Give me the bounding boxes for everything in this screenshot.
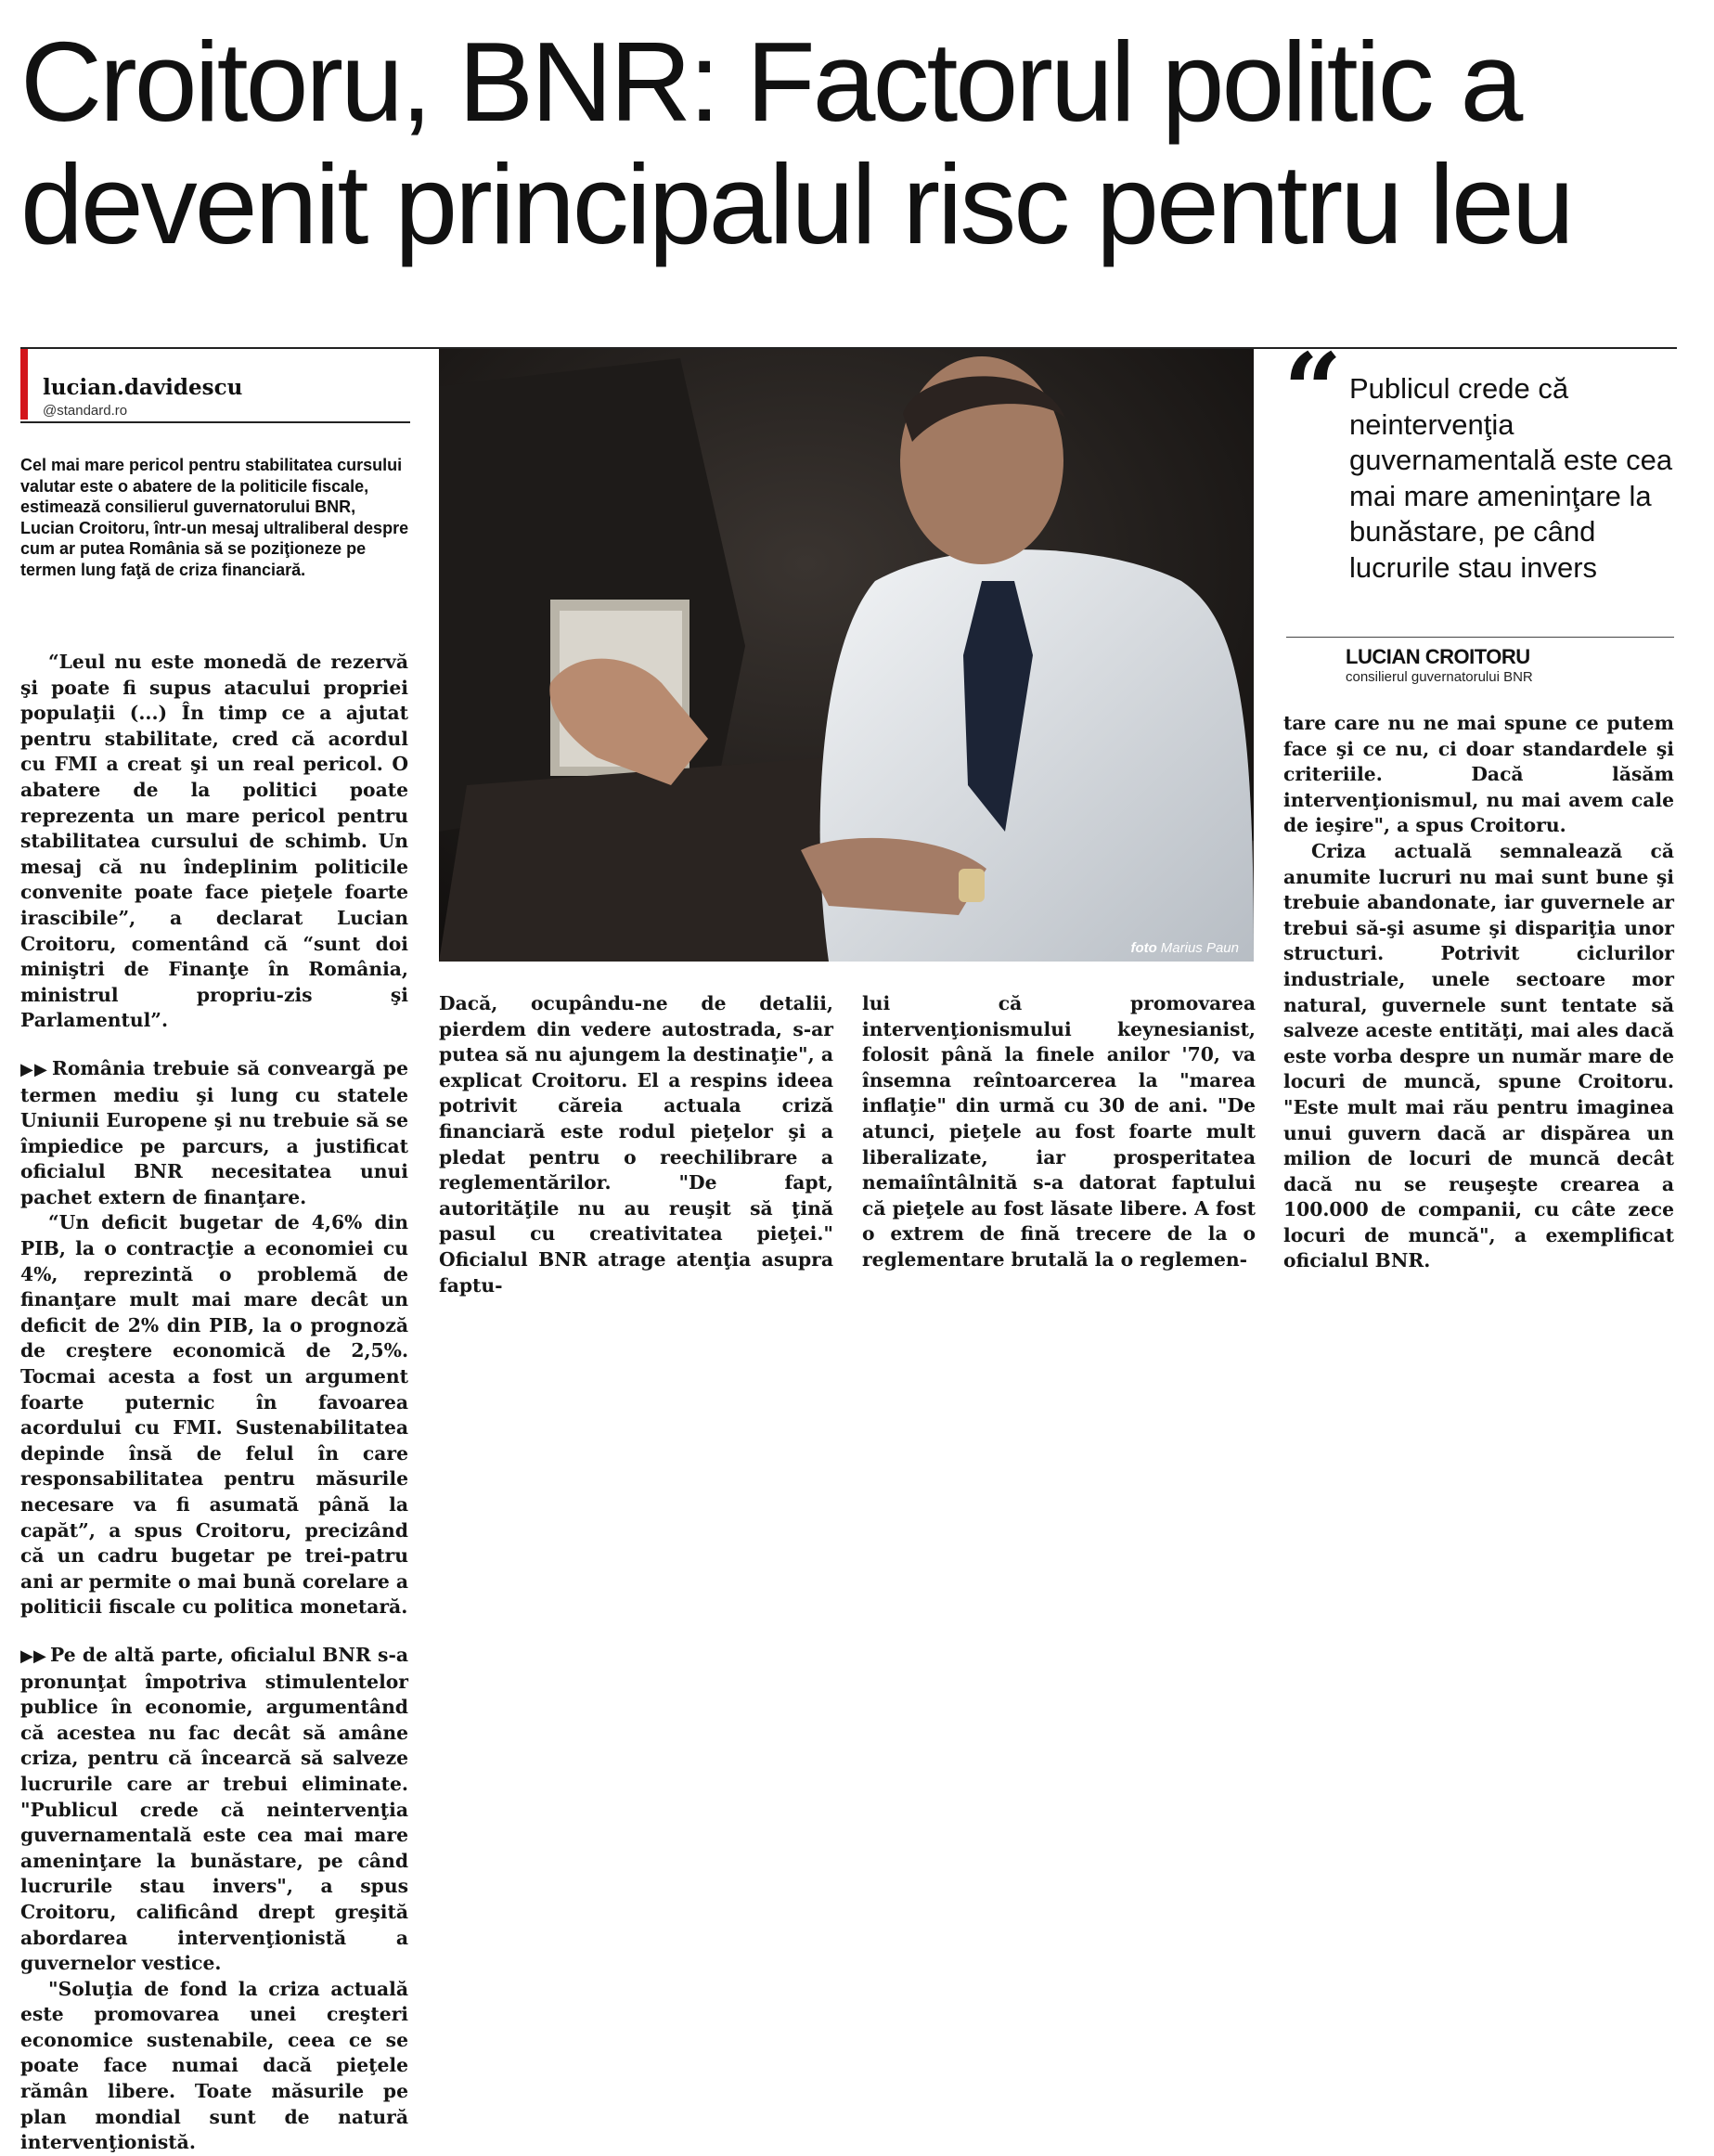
lead-paragraph: Cel mai mare pericol pentru stabilitatea cursului valutar este o abatere de la politicile fiscale, estimează consilierul guvernatorului BNR, Lucian Croitoru, într-un mesaj ultraliberal despre cum ar putea România să se poziţioneze pe termen lung faţă de criza financiară. <box>20 456 409 579</box>
paragraph: "Soluţia de fond la criza actuală este promovarea unei creşteri economice sustenabile, ceea ce se poate face numai dacă pieţele rămân libere. Toate măsurile pe plan mondial sunt de natură intervenţionistă. <box>20 1977 408 2154</box>
photo-credit: foto Marius Paun <box>1130 940 1239 956</box>
section-arrow-icon: ▶▶ <box>20 1646 47 1666</box>
paragraph: lui că promovarea intervenţionismului keynesianist, folosit până la finele anilor '70, va însemna reîntoarcerea la "marea inflaţie" din urmă cu 30 de ani. "De atunci, pieţele au fost foarte mult liberalizate, iar prosperitatea nemaiîntâlnită s-a datorat faptului că pieţele au fost lăsate libere. A fost o extrem de fină trecere de la o reglementare brutală la o reglemen- <box>862 992 1256 1271</box>
article-column-1 <box>20 650 408 2156</box>
paragraph: “Un deficit bugetar de 4,6% din PIB, la o contracţie a economiei cu 4%, reprezintă o problemă de finanţare mult mai mare decât un deficit de 2% din PIB, la o prognoză de creştere economică de 2,5%. Tocmai acesta a fost un argument foarte puternic în favoarea acordului cu FMI. Sustenabilitatea depinde însă de felul în care responsabilitatea pentru măsurile necesare va fi asumată până la capăt”, a spus Croitoru, precizând că un cadru bugetar pe trei-patru ani ar permite o mai bună corelare a politicii fiscale cu politica monetară. <box>20 1211 408 1619</box>
quote-mark-icon: “ <box>1283 330 1343 450</box>
paragraph: “Leul nu este monedă de rezervă şi poate fi supus atacului propriei populaţii (...) În timp ce a ajutat pentru stabilitate, cred că acordul cu FMI a creat şi un real pericol. O abatere de la politici poate reprezenta un mare pericol pentru stabilitatea cursului de schimb. Un mesaj că nu îndeplinim politicile convenite poate face pieţele foarte irascibile”, a declarat Lucian Croitoru, comentând că “sunt doi miniştri de Finanţe în România, ministrul propriu-zis şi Parlamentul”. <box>20 651 408 1032</box>
pull-quote-name: LUCIAN CROITORU <box>1346 645 1530 668</box>
paragraph: ▶▶ România trebuie să conveargă pe termen mediu şi lung cu statele Uniunii Europene şi nu trebuie să se împiedice pe parcurs, a justificat oficialul BNR necesitatea unui pachet extern de finanţare. <box>20 1056 408 1208</box>
paragraph: ▶▶ Pe de altă parte, oficialul BNR s-a pronunţat împotriva stimulentelor publice în economie, argumentând că acestea nu fac decât să amâne criza, pentru că încearcă să salveze lucrurile care ar trebui eliminate. "Publicul crede că neintervenţia guvernamentală este cea mai mare ameninţare la bunăstare, pe când lucrurile stau invers", a spus Croitoru, calificând drept greşită abordarea intervenţionistă a guvernelor vestice. <box>20 1643 409 1975</box>
byline <box>20 349 410 423</box>
paragraph: Dacă, ocupându-ne de detalii, pierdem din vedere autostrada, s-ar putea să nu ajungem la destinaţie", a explicat Croitoru. El a respins ideea potrivit căreia actuala criză financiară este rodul pieţelor şi a pledat pentru o reechilibrare a reglementărilor. "De fapt, autorităţile nu au reuşit să ţină pasul cu creativitatea pieţei." Oficialul BNR atrage atenţia asupra faptu- <box>439 992 833 1297</box>
article-column-4 <box>1283 711 1674 1274</box>
article-photo <box>439 349 1254 962</box>
pull-quote <box>1283 330 1673 637</box>
paragraph: tare care nu ne mai spune ce putem face şi ce nu, ci doar standardele şi criteriile. Dacă lăsăm intervenţionismul, nu mai avem cale de ieşire", a spus Croitoru. <box>1283 712 1674 837</box>
headline: Croitoru, BNR: Factorul politic a devenit principalul risc pentru leu <box>20 19 1572 267</box>
pull-quote-divider <box>1286 637 1674 638</box>
article-column-3 <box>862 991 1256 1273</box>
article-column-2 <box>439 991 833 1298</box>
pull-quote-role: consilierul guvernatorului BNR <box>1346 669 1533 685</box>
byline-accent-bar <box>20 349 28 420</box>
section-arrow-icon: ▶▶ <box>20 1059 48 1079</box>
paragraph: Criza actuală semnalează că anumite lucruri nu mai sunt bune şi trebuie abandonate, iar guvernele ar trebui să-şi asume şi dispariţia unor structuri. Potrivit ciclurilor industriale, unele sectoare mor natural, guvernele sunt tentate să salveze aceste entităţi, mai ales dacă este vorba despre un număr mare de locuri de muncă, spune Croitoru. "Este mult mai rău pentru imaginea unui guvern dacă ar dispărea un milion de locuri de muncă decât dacă nu se reuşeşte crearea a 100.000 de companii, cu câte zece locuri de muncă", a exemplificat oficialul BNR. <box>1283 839 1674 1272</box>
photo-portrait-image <box>439 349 1254 962</box>
byline-email: @standard.ro <box>43 403 128 419</box>
byline-author: lucian.davidescu <box>43 375 243 400</box>
pull-quote-text: Publicul crede că neintervenţia guvernamentală este cea mai mare ameninţare la bunăstare, pe când lucrurile stau invers <box>1349 372 1673 584</box>
